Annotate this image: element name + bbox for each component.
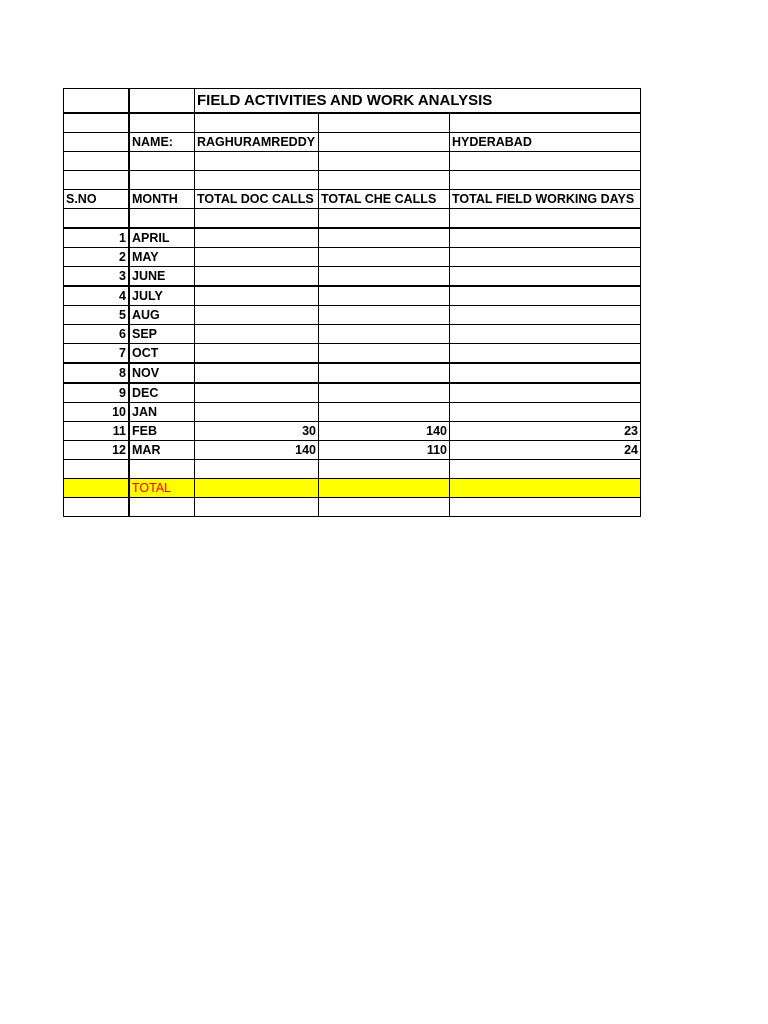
month-cell[interactable]: SEP <box>129 325 195 344</box>
month-cell[interactable]: JULY <box>129 286 195 306</box>
month-cell[interactable]: DEC <box>129 383 195 403</box>
table-row <box>64 286 641 306</box>
total-cell[interactable] <box>64 479 130 498</box>
table-row <box>64 306 641 325</box>
che-calls-cell[interactable] <box>319 228 450 248</box>
cell[interactable] <box>64 152 130 171</box>
table-row <box>64 422 641 441</box>
cell[interactable] <box>450 460 641 479</box>
sno-cell[interactable]: 5 <box>64 306 130 325</box>
sno-cell[interactable]: 3 <box>64 267 130 287</box>
cell[interactable] <box>319 152 450 171</box>
che-calls-cell[interactable] <box>319 403 450 422</box>
cell[interactable] <box>64 89 130 114</box>
header-doc-calls[interactable]: TOTAL DOC CALLS <box>195 190 319 209</box>
table-row <box>64 325 641 344</box>
che-calls-cell[interactable] <box>319 363 450 383</box>
table-row <box>64 383 641 403</box>
cell[interactable] <box>129 498 195 517</box>
cell[interactable] <box>195 152 319 171</box>
total-row <box>64 479 641 498</box>
doc-calls-cell[interactable] <box>195 306 319 325</box>
working-days-cell[interactable] <box>450 325 641 344</box>
month-cell[interactable]: APRIL <box>129 228 195 248</box>
name-label[interactable]: NAME: <box>129 133 195 152</box>
city-value[interactable]: HYDERABAD <box>450 133 641 152</box>
month-cell[interactable]: JAN <box>129 403 195 422</box>
header-month[interactable]: MONTH <box>129 190 195 209</box>
blank-row <box>64 152 641 171</box>
cell[interactable] <box>450 498 641 517</box>
cell[interactable] <box>129 171 195 190</box>
name-row <box>64 133 641 152</box>
working-days-cell[interactable] <box>450 403 641 422</box>
cell[interactable] <box>319 133 450 152</box>
working-days-cell[interactable] <box>450 228 641 248</box>
header-row <box>64 190 641 209</box>
cell[interactable] <box>129 113 195 133</box>
working-days-cell[interactable] <box>450 267 641 287</box>
doc-calls-cell[interactable] <box>195 344 319 364</box>
month-cell[interactable]: AUG <box>129 306 195 325</box>
header-working-days[interactable]: TOTAL FIELD WORKING DAYS <box>450 190 641 209</box>
cell[interactable] <box>450 152 641 171</box>
sno-cell[interactable]: 1 <box>64 228 130 248</box>
che-calls-cell[interactable] <box>319 325 450 344</box>
working-days-cell[interactable] <box>450 248 641 267</box>
month-cell[interactable]: MAR <box>129 441 195 460</box>
sno-cell[interactable]: 9 <box>64 383 130 403</box>
doc-calls-cell[interactable]: 140 <box>195 441 319 460</box>
blank-row <box>64 113 641 133</box>
sno-cell[interactable]: 8 <box>64 363 130 383</box>
table-row <box>64 441 641 460</box>
cell[interactable] <box>195 498 319 517</box>
working-days-cell[interactable] <box>450 383 641 403</box>
month-cell[interactable]: MAY <box>129 248 195 267</box>
total-cell[interactable] <box>450 479 641 498</box>
che-calls-cell[interactable]: 110 <box>319 441 450 460</box>
sno-cell[interactable]: 2 <box>64 248 130 267</box>
sno-cell[interactable]: 12 <box>64 441 130 460</box>
table-row <box>64 344 641 364</box>
blank-row <box>64 209 641 229</box>
sno-cell[interactable]: 6 <box>64 325 130 344</box>
doc-calls-cell[interactable] <box>195 267 319 287</box>
cell[interactable] <box>195 171 319 190</box>
doc-calls-cell[interactable] <box>195 403 319 422</box>
sheet-title[interactable]: FIELD ACTIVITIES AND WORK ANALYSIS <box>195 89 641 114</box>
table-row <box>64 248 641 267</box>
blank-row <box>64 171 641 190</box>
total-cell[interactable] <box>195 479 319 498</box>
working-days-cell[interactable] <box>450 286 641 306</box>
cell[interactable] <box>319 113 450 133</box>
che-calls-cell[interactable] <box>319 344 450 364</box>
month-cell[interactable]: JUNE <box>129 267 195 287</box>
che-calls-cell[interactable] <box>319 267 450 287</box>
cell[interactable] <box>195 209 319 229</box>
doc-calls-cell[interactable] <box>195 248 319 267</box>
cell[interactable] <box>195 113 319 133</box>
total-cell[interactable] <box>319 479 450 498</box>
che-calls-cell[interactable] <box>319 383 450 403</box>
che-calls-cell[interactable] <box>319 286 450 306</box>
header-sno[interactable]: S.NO <box>64 190 130 209</box>
cell[interactable] <box>319 498 450 517</box>
month-cell[interactable]: NOV <box>129 363 195 383</box>
cell[interactable] <box>64 133 130 152</box>
doc-calls-cell[interactable] <box>195 228 319 248</box>
blank-row <box>64 460 641 479</box>
working-days-cell[interactable]: 23 <box>450 422 641 441</box>
month-cell[interactable]: OCT <box>129 344 195 364</box>
cell[interactable] <box>319 209 450 229</box>
che-calls-cell[interactable] <box>319 248 450 267</box>
che-calls-cell[interactable] <box>319 306 450 325</box>
spreadsheet <box>63 88 641 517</box>
cell[interactable] <box>450 171 641 190</box>
sno-cell[interactable]: 10 <box>64 403 130 422</box>
cell[interactable] <box>64 498 130 517</box>
working-days-cell[interactable] <box>450 344 641 364</box>
blank-row <box>64 498 641 517</box>
total-label[interactable]: TOTAL <box>129 479 195 498</box>
title-row <box>64 89 641 114</box>
cell[interactable] <box>319 171 450 190</box>
doc-calls-cell[interactable] <box>195 383 319 403</box>
cell[interactable] <box>64 171 130 190</box>
cell[interactable] <box>64 460 130 479</box>
cell[interactable] <box>129 460 195 479</box>
working-days-cell[interactable] <box>450 306 641 325</box>
sno-cell[interactable]: 7 <box>64 344 130 364</box>
cell[interactable] <box>319 460 450 479</box>
working-days-cell[interactable] <box>450 363 641 383</box>
sno-cell[interactable]: 11 <box>64 422 130 441</box>
table-row <box>64 267 641 287</box>
cell[interactable] <box>195 460 319 479</box>
doc-calls-cell[interactable] <box>195 363 319 383</box>
doc-calls-cell[interactable] <box>195 325 319 344</box>
table-row <box>64 363 641 383</box>
cell[interactable] <box>450 113 641 133</box>
cell[interactable] <box>129 89 195 114</box>
cell[interactable] <box>129 209 195 229</box>
cell[interactable] <box>450 209 641 229</box>
doc-calls-cell[interactable]: 30 <box>195 422 319 441</box>
month-cell[interactable]: FEB <box>129 422 195 441</box>
sno-cell[interactable]: 4 <box>64 286 130 306</box>
header-che-calls[interactable]: TOTAL CHE CALLS <box>319 190 450 209</box>
working-days-cell[interactable]: 24 <box>450 441 641 460</box>
table-row <box>64 403 641 422</box>
name-value[interactable]: RAGHURAMREDDY <box>195 133 319 152</box>
table-row <box>64 228 641 248</box>
analysis-table <box>63 88 641 517</box>
doc-calls-cell[interactable] <box>195 286 319 306</box>
cell[interactable] <box>64 209 130 229</box>
cell[interactable] <box>64 113 130 133</box>
che-calls-cell[interactable]: 140 <box>319 422 450 441</box>
cell[interactable] <box>129 152 195 171</box>
